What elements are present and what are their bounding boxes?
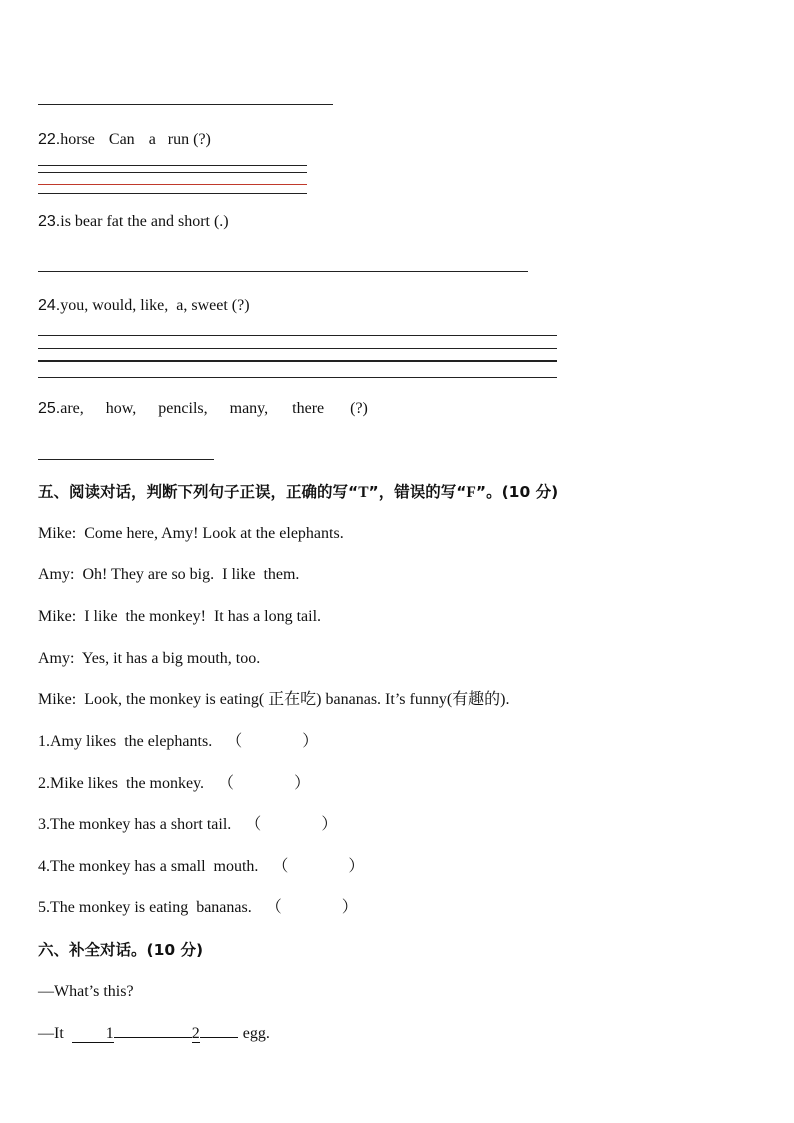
dialogue-line: Mike: I like the monkey! It has a long tail. [38, 608, 322, 625]
answer-line [38, 459, 214, 460]
answer-paren-open: （ [272, 858, 289, 875]
word: (?) [193, 131, 211, 148]
word: are, [60, 400, 84, 417]
answer-paren-close: ） [321, 816, 338, 833]
statement-1: 1.Amy likes the elephants. （ ） [38, 733, 319, 750]
dialogue-line: Amy: Oh! They are so big. I like them. [38, 566, 300, 583]
answer-line [38, 271, 528, 272]
question-25 [38, 399, 368, 419]
word: many, [229, 400, 269, 417]
dialogue-line: Mike: Come here, Amy! Look at the elephants. [38, 525, 344, 542]
statement-2: 2.Mike likes the monkey. （ ） [38, 775, 311, 792]
answer-paren-open: （ [265, 899, 282, 916]
statement-3: 3.The monkey has a short tail. （ ） [38, 816, 338, 833]
question-number: 23. [38, 213, 61, 230]
blank-2-tail [200, 1037, 238, 1038]
blank-1-tail [114, 1037, 192, 1038]
blank-1[interactable]: 1 [72, 1026, 114, 1043]
dialogue-line: Amy: Yes, it has a big mouth, too. [38, 650, 261, 667]
answer-paren-open: （ [226, 733, 243, 750]
question-22 [38, 130, 211, 150]
word: horse [60, 131, 95, 148]
answer-paren-close: ） [348, 858, 365, 875]
question-number: 24. [38, 297, 61, 314]
fill-blank-line: —It 1 2 egg. [38, 1025, 270, 1042]
question-24 [38, 296, 250, 316]
statement-5: 5.The monkey is eating bananas. （ ） [38, 899, 358, 916]
word: run [167, 131, 190, 148]
answer-paren-open: （ [218, 775, 235, 792]
word: Can [108, 131, 135, 148]
section-6-title: 六、补全对话。(10 分) [38, 941, 204, 959]
question-number: 25. [38, 400, 61, 417]
dialogue-line: —What’s this? [38, 983, 134, 1000]
statement-4: 4.The monkey has a small mouth. （ ） [38, 858, 365, 875]
question-text: you, would, like, a, sweet (?) [60, 297, 250, 314]
section-5-title: 五、阅读对话，判断下列句子正误，正确的写“T”，错误的写“F”。(10 分) [38, 483, 559, 501]
question-number: 22. [38, 131, 61, 148]
word: (?) [350, 400, 368, 417]
question-23 [38, 212, 229, 232]
word: there [292, 400, 325, 417]
blank-2[interactable]: 2 [191, 1025, 200, 1042]
answer-line [38, 104, 333, 105]
answer-paren-close: ） [302, 733, 319, 750]
answer-paren-close: ） [341, 899, 358, 916]
question-text: is bear fat the and short (.) [60, 213, 229, 230]
word: how, [105, 400, 137, 417]
word: a [148, 131, 156, 148]
dialogue-line: Mike: Look, the monkey is eating( 正在吃) bananas. It’s funny(有趣的). [38, 691, 510, 708]
answer-paren-open: （ [245, 816, 262, 833]
word: pencils, [158, 400, 208, 417]
answer-paren-close: ） [294, 775, 311, 792]
